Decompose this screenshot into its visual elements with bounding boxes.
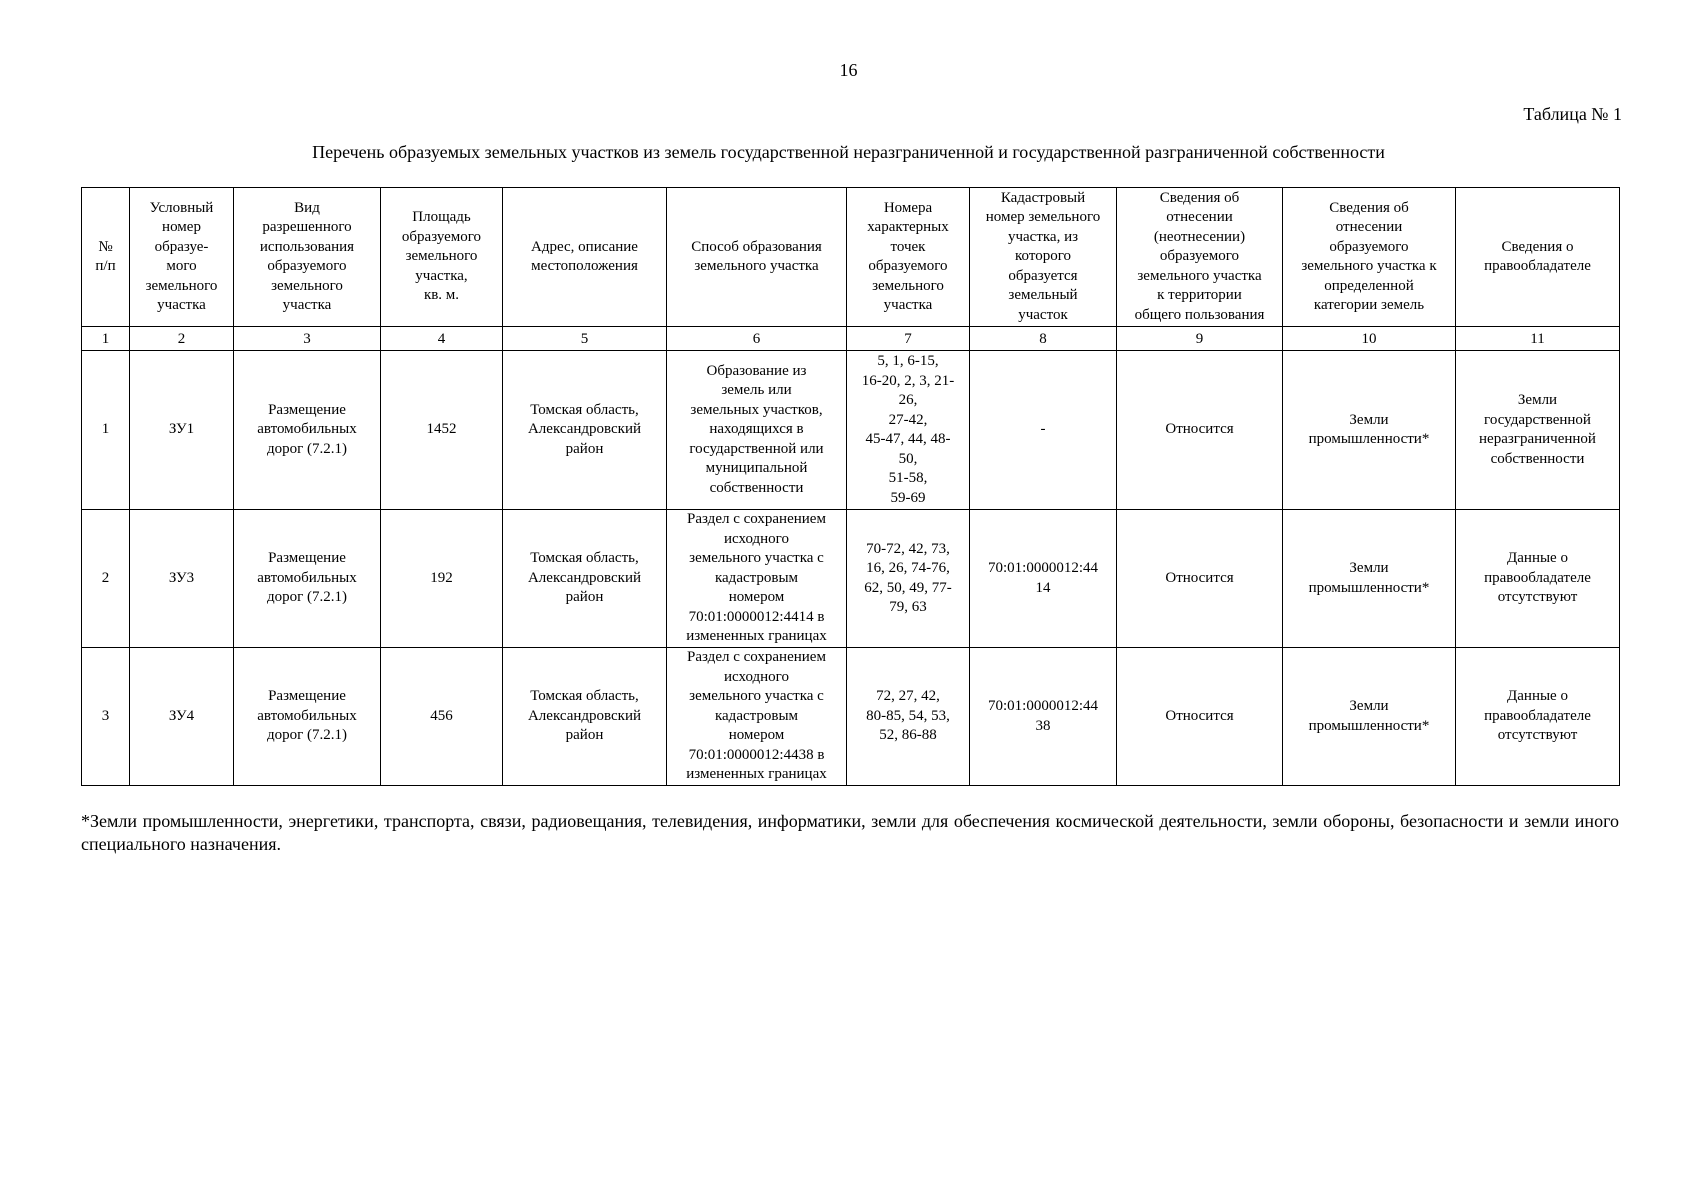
- column-number-cell: 1: [82, 327, 130, 351]
- table-row: [82, 510, 1620, 648]
- header-cell-characteristic-points: Номера характерных точек образуемого земельного участка: [847, 188, 970, 327]
- header-cell-right-holder: Сведения о правообладателе: [1456, 188, 1620, 327]
- cell-conditional-number: ЗУ1: [130, 351, 234, 510]
- header-cell-formation-method: Способ образования земельного участка: [667, 188, 847, 327]
- column-number-cell: 9: [1117, 327, 1283, 351]
- cell-public-territory: Относится: [1117, 510, 1283, 648]
- cell-permitted-use: Размещение автомобильных дорог (7.2.1): [234, 351, 381, 510]
- header-cell-row-number: № п/п: [82, 188, 130, 327]
- header-cell-permitted-use: Вид разрешенного использования образуемого земельного участка: [234, 188, 381, 327]
- cell-area: 456: [381, 648, 503, 786]
- cell-land-category: Земли промышленности*: [1283, 510, 1456, 648]
- parcels-table-container: [81, 187, 1620, 786]
- cell-source-cadastral-number: 70:01:0000012:44 38: [970, 648, 1117, 786]
- cell-land-category: Земли промышленности*: [1283, 648, 1456, 786]
- cell-row-number: 1: [82, 351, 130, 510]
- cell-formation-method: Образование из земель или земельных участков, находящихся в государственной или муниципальной собственности: [667, 351, 847, 510]
- header-cell-area: Площадь образуемого земельного участка, кв. м.: [381, 188, 503, 327]
- column-number-cell: 7: [847, 327, 970, 351]
- cell-characteristic-points: 70-72, 42, 73, 16, 26, 74-76, 62, 50, 49, 77- 79, 63: [847, 510, 970, 648]
- column-number-cell: 10: [1283, 327, 1456, 351]
- column-number-cell: 6: [667, 327, 847, 351]
- header-cell-land-category: Сведения об отнесении образуемого земельного участка к определенной категории земель: [1283, 188, 1456, 327]
- column-number-cell: 8: [970, 327, 1117, 351]
- cell-right-holder: Данные о правообладателе отсутствуют: [1456, 510, 1620, 648]
- page-number: 16: [839, 60, 858, 80]
- cell-address: Томская область, Александровский район: [503, 648, 667, 786]
- document-title: Перечень образуемых земельных участков из земель государственной неразграниченной и государственной разграниченной собственности: [312, 142, 1385, 162]
- column-number-cell: 3: [234, 327, 381, 351]
- column-number-row: [82, 327, 1620, 351]
- cell-land-category: Земли промышленности*: [1283, 351, 1456, 510]
- header-cell-source-cadastral-number: Кадастровый номер земельного участка, из которого образуется земельный участок: [970, 188, 1117, 327]
- parcels-table: [81, 187, 1620, 786]
- cell-permitted-use: Размещение автомобильных дорог (7.2.1): [234, 648, 381, 786]
- cell-source-cadastral-number: 70:01:0000012:44 14: [970, 510, 1117, 648]
- cell-address: Томская область, Александровский район: [503, 510, 667, 648]
- table-row: [82, 351, 1620, 510]
- cell-public-territory: Относится: [1117, 351, 1283, 510]
- cell-conditional-number: ЗУ3: [130, 510, 234, 648]
- header-cell-address: Адрес, описание местоположения: [503, 188, 667, 327]
- column-number-cell: 5: [503, 327, 667, 351]
- cell-source-cadastral-number: -: [970, 351, 1117, 510]
- cell-right-holder: Данные о правообладателе отсутствуют: [1456, 648, 1620, 786]
- table-row: [82, 648, 1620, 786]
- cell-right-holder: Земли государственной неразграниченной собственности: [1456, 351, 1620, 510]
- cell-characteristic-points: 5, 1, 6-15, 16-20, 2, 3, 21- 26, 27-42, 45-47, 44, 48- 50, 51-58, 59-69: [847, 351, 970, 510]
- cell-characteristic-points: 72, 27, 42, 80-85, 54, 53, 52, 86-88: [847, 648, 970, 786]
- cell-address: Томская область, Александровский район: [503, 351, 667, 510]
- cell-permitted-use: Размещение автомобильных дорог (7.2.1): [234, 510, 381, 648]
- cell-area: 1452: [381, 351, 503, 510]
- footnote: *Земли промышленности, энергетики, транспорта, связи, радиовещания, телевидения, информатики, земли для обеспечения космической деятельности, земли обороны, безопасности и земли иного специального назначения.: [81, 811, 1619, 854]
- cell-formation-method: Раздел с сохранением исходного земельного участка с кадастровым номером 70:01:0000012:4438 в измененных границах: [667, 648, 847, 786]
- cell-area: 192: [381, 510, 503, 648]
- cell-public-territory: Относится: [1117, 648, 1283, 786]
- header-cell-public-territory: Сведения об отнесении (неотнесении) образуемого земельного участка к территории общего пользования: [1117, 188, 1283, 327]
- table-header-row: [82, 188, 1620, 327]
- column-number-cell: 2: [130, 327, 234, 351]
- column-number-cell: 4: [381, 327, 503, 351]
- cell-formation-method: Раздел с сохранением исходного земельного участка с кадастровым номером 70:01:0000012:4414 в измененных границах: [667, 510, 847, 648]
- cell-row-number: 2: [82, 510, 130, 648]
- cell-row-number: 3: [82, 648, 130, 786]
- table-label: Таблица № 1: [1523, 104, 1622, 124]
- header-cell-conditional-number: Условный номер образуе- мого земельного участка: [130, 188, 234, 327]
- cell-conditional-number: ЗУ4: [130, 648, 234, 786]
- column-number-cell: 11: [1456, 327, 1620, 351]
